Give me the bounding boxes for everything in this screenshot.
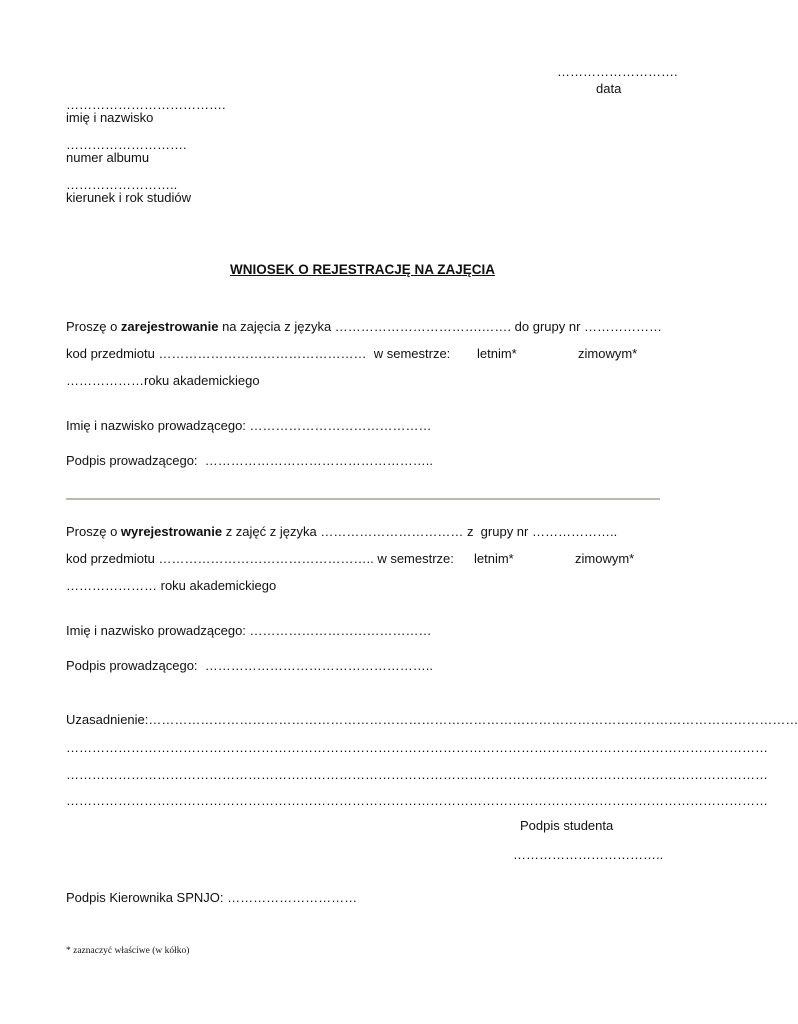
head-sign-field[interactable]: Podpis Kierownika SPNJO: …………………………: [66, 890, 358, 905]
unregister-teacher-sign[interactable]: Podpis prowadzącego: ……………………………………………..: [66, 658, 433, 673]
justification-line-3[interactable]: ………………………………………………………………………………………………………………………………………………: [66, 767, 768, 782]
page-title: WNIOSEK O REJESTRACJĘ NA ZAJĘCIA: [229, 262, 496, 277]
register-prefix: Proszę o: [66, 319, 121, 334]
register-academic-year[interactable]: ………………roku akademickiego: [66, 373, 260, 388]
section-divider: [66, 498, 660, 500]
study-field[interactable]: ……………………..: [66, 177, 178, 192]
unregister-line-1[interactable]: [66, 524, 617, 540]
register-course-code[interactable]: kod przedmiotu ………………………………………… w semestrze:: [66, 346, 451, 361]
study-label: kierunek i rok studiów: [66, 190, 191, 205]
unregister-summer-option[interactable]: letnim*: [474, 551, 514, 566]
register-rest: na zajęcia z języka …………………………….……. do grupy nr ………………: [218, 319, 663, 334]
justification-line-2[interactable]: ………………………………………………………………………………………………………………………………………………: [66, 740, 768, 755]
date-field[interactable]: ……………………….: [557, 64, 678, 79]
album-field[interactable]: ……………………….: [66, 137, 187, 152]
register-keyword: zarejestrowanie: [120, 319, 219, 334]
student-sign-field[interactable]: ……………………………..: [513, 847, 664, 862]
student-sign-label: Podpis studenta: [520, 818, 614, 833]
register-summer-option[interactable]: letnim*: [477, 346, 517, 361]
unregister-keyword: wyrejestrowanie: [120, 524, 223, 539]
justification-line-1[interactable]: Uzasadnienie:……………………………………………………………………………………………………………………………………: [66, 712, 798, 727]
unregister-academic-year[interactable]: ………………… roku akademickiego: [66, 578, 277, 593]
unregister-winter-option[interactable]: zimowym*: [575, 551, 635, 566]
footnote: * zaznaczyć właściwe (w kółko): [66, 946, 190, 956]
register-teacher-name[interactable]: Imię i nazwisko prowadzącego: ……………………………………: [66, 418, 432, 433]
unregister-teacher-name[interactable]: Imię i nazwisko prowadzącego: ……………………………………: [66, 623, 432, 638]
register-teacher-sign[interactable]: Podpis prowadzącego: ……………………………………………..: [66, 453, 433, 468]
name-label: imię i nazwisko: [66, 110, 154, 125]
justification-line-4[interactable]: ………………………………………………………………………………………………………………………………………………: [66, 793, 768, 808]
unregister-course-code[interactable]: kod przedmiotu ………………………………………….. w semestrze:: [66, 551, 454, 566]
register-line-1[interactable]: [66, 319, 662, 335]
date-label: data: [596, 81, 622, 96]
unregister-rest: z zajęć z języka …………………………… z grupy nr ………………..: [222, 524, 618, 539]
register-winter-option[interactable]: zimowym*: [578, 346, 638, 361]
unregister-prefix: Proszę o: [66, 524, 121, 539]
name-field[interactable]: ……………………………….: [66, 97, 226, 112]
album-label: numer albumu: [66, 150, 150, 165]
